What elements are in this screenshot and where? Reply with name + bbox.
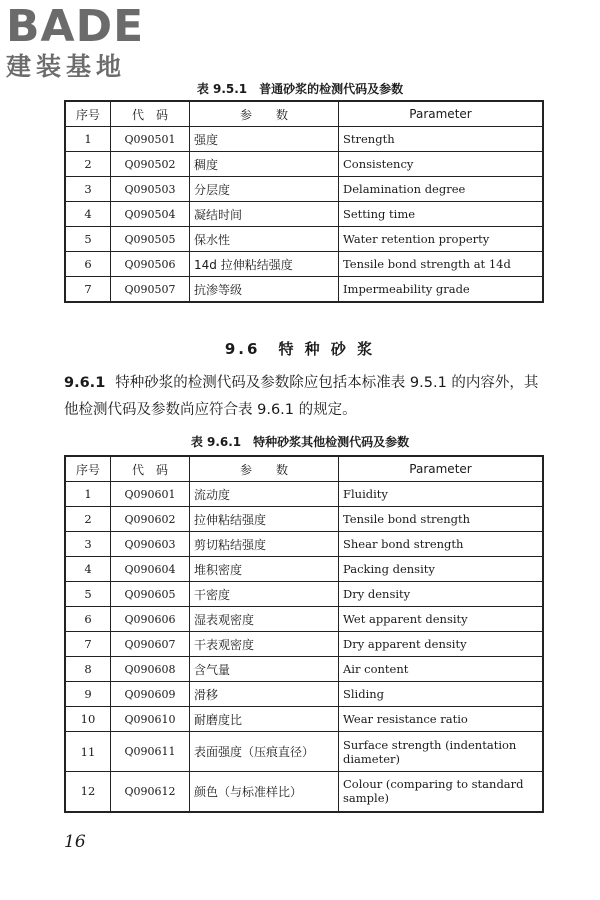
table-row [65,707,543,732]
row-code: Q090610 [111,707,190,732]
table-row [65,227,543,252]
row-parameter-en: Tensile bond strength at 14d [339,252,544,277]
header-param: 参 数 [190,101,339,127]
row-parameter-cn: 强度 [190,127,339,152]
row-parameter-en: Impermeability grade [339,277,544,303]
row-number: 10 [65,707,111,732]
row-code: Q090501 [111,127,190,152]
clause-number: 9.6.1 [64,375,106,391]
row-number: 4 [65,557,111,582]
table-row [65,607,543,632]
row-parameter-cn: 干密度 [190,582,339,607]
header-code: 代 码 [111,101,190,127]
row-number: 3 [65,532,111,557]
header-en: Parameter [339,101,544,127]
table-row [65,582,543,607]
row-number: 6 [65,607,111,632]
row-parameter-cn: 拉伸粘结强度 [190,507,339,532]
table-row [65,152,543,177]
row-parameter-cn: 表面强度（压痕直径） [190,732,339,772]
row-number: 2 [65,507,111,532]
row-parameter-cn: 分层度 [190,177,339,202]
row-parameter-cn: 剪切粘结强度 [190,532,339,557]
row-number: 7 [65,632,111,657]
row-parameter-en: Packing density [339,557,544,582]
row-code: Q090507 [111,277,190,303]
row-parameter-en: Colour (comparing to standard sample) [339,772,544,812]
row-parameter-en: Air content [339,657,544,682]
table-9-5-1-body [65,127,543,303]
row-number: 2 [65,152,111,177]
row-code: Q090505 [111,227,190,252]
row-code: Q090601 [111,482,190,507]
row-parameter-en: Water retention property [339,227,544,252]
row-code: Q090602 [111,507,190,532]
row-code: Q090608 [111,657,190,682]
row-parameter-en: Shear bond strength [339,532,544,557]
row-parameter-cn: 滑移 [190,682,339,707]
row-code: Q090603 [111,532,190,557]
table-9-5-1 [64,100,544,303]
header-code: 代 码 [111,456,190,482]
row-number: 11 [65,732,111,772]
row-parameter-cn: 14d 拉伸粘结强度 [190,252,339,277]
row-number: 9 [65,682,111,707]
brand-logo [6,1,176,82]
row-code: Q090611 [111,732,190,772]
table-9-6-1-caption: 表 9.6.1 特种砂浆其他检测代码及参数 [190,435,410,449]
row-code: Q090612 [111,772,190,812]
table-row [65,657,543,682]
table-row [65,252,543,277]
row-number: 3 [65,177,111,202]
table-row [65,772,543,812]
table-row [65,732,543,772]
row-parameter-cn: 干表观密度 [190,632,339,657]
row-number: 1 [65,127,111,152]
row-parameter-en: Dry density [339,582,544,607]
row-code: Q090502 [111,152,190,177]
clause-9-6-1 [64,370,544,424]
row-parameter-en: Surface strength (indentation diameter) [339,732,544,772]
row-number: 12 [65,772,111,812]
row-code: Q090503 [111,177,190,202]
row-number: 6 [65,252,111,277]
row-parameter-en: Dry apparent density [339,632,544,657]
table-row [65,682,543,707]
row-parameter-cn: 颜色（与标准样比） [190,772,339,812]
row-parameter-cn: 含气量 [190,657,339,682]
page-number: 16 [64,832,86,852]
section-title: 9.6 特 种 砂 浆 [224,340,376,358]
row-code: Q090607 [111,632,190,657]
row-parameter-en: Wet apparent density [339,607,544,632]
row-parameter-cn: 凝结时间 [190,202,339,227]
table-row [65,632,543,657]
table-row [65,277,543,303]
row-parameter-cn: 抗渗等级 [190,277,339,303]
row-parameter-cn: 耐磨度比 [190,707,339,732]
header-no: 序号 [65,101,111,127]
row-parameter-cn: 堆积密度 [190,557,339,582]
row-parameter-en: Fluidity [339,482,544,507]
table-row [65,177,543,202]
table-row [65,557,543,582]
row-number: 1 [65,482,111,507]
row-parameter-en: Strength [339,127,544,152]
table-9-6-1 [64,455,544,813]
row-parameter-en: Sliding [339,682,544,707]
row-code: Q090606 [111,607,190,632]
header-en: Parameter [339,456,544,482]
row-parameter-en: Wear resistance ratio [339,707,544,732]
row-number: 8 [65,657,111,682]
table-header-row [65,101,543,127]
table-9-6-1-body [65,482,543,812]
row-code: Q090506 [111,252,190,277]
table-row [65,127,543,152]
row-parameter-en: Delamination degree [339,177,544,202]
row-number: 5 [65,582,111,607]
row-parameter-en: Tensile bond strength [339,507,544,532]
row-parameter-cn: 保水性 [190,227,339,252]
logo-brand-text: BADE [6,1,145,52]
header-no: 序号 [65,456,111,482]
row-parameter-en: Consistency [339,152,544,177]
row-number: 7 [65,277,111,303]
row-number: 5 [65,227,111,252]
row-code: Q090605 [111,582,190,607]
row-parameter-cn: 稠度 [190,152,339,177]
clause-text: 特种砂浆的检测代码及参数除应包括本标准表 9.5.1 的内容外，其他检测代码及参数尚应符合表 9.6.1 的规定。 [64,375,539,418]
table-row [65,202,543,227]
row-code: Q090604 [111,557,190,582]
header-param: 参 数 [190,456,339,482]
row-parameter-en: Setting time [339,202,544,227]
row-parameter-cn: 湿表观密度 [190,607,339,632]
logo-subtitle: 建装基地 [6,52,127,81]
table-row [65,482,543,507]
table-row [65,532,543,557]
row-parameter-cn: 流动度 [190,482,339,507]
table-9-5-1-caption: 表 9.5.1 普通砂浆的检测代码及参数 [196,82,404,96]
row-code: Q090504 [111,202,190,227]
row-code: Q090609 [111,682,190,707]
table-row [65,507,543,532]
row-number: 4 [65,202,111,227]
table-header-row [65,456,543,482]
